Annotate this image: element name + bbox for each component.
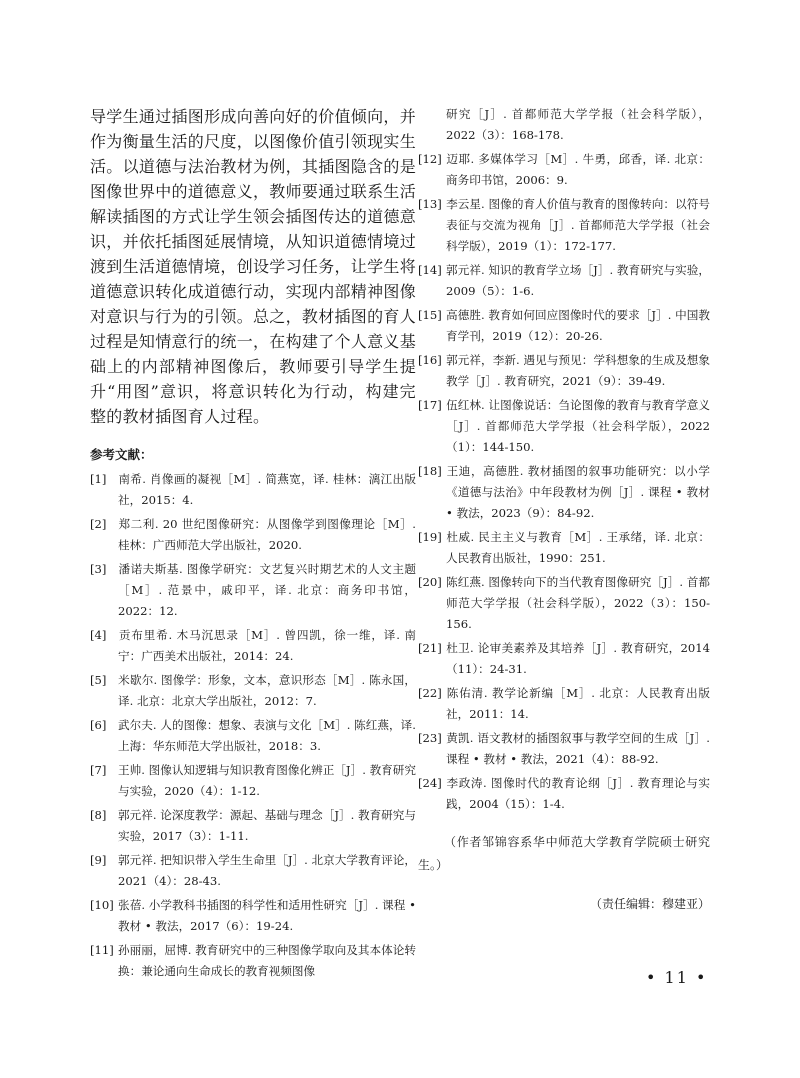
reference-text: 郑二利. 20 世纪图像研究：从图像学到图像理论［M］. 桂林：广西师范大学出版社，2020. (118, 517, 416, 552)
reference-item (418, 395, 710, 458)
reference-text: 杜卫. 论审美素养及其培养［J］. 教育研究，2014（11）：24-31. (446, 641, 710, 676)
reference-item (90, 940, 416, 982)
reference-item (418, 773, 710, 815)
page-number: • 11 • (646, 968, 708, 987)
reference-item (90, 559, 416, 622)
reference-number: [20] (418, 575, 442, 589)
reference-item (418, 260, 710, 302)
reference-item (90, 805, 416, 847)
reference-number: [8] (90, 808, 107, 822)
reference-number: [6] (90, 718, 107, 732)
reference-text: 南希. 肖像画的凝视［M］. 简燕宽，译. 桂林：漓江出版社，2015：4. (118, 472, 416, 507)
reference-text: 米歇尔. 图像学：形象，文本，意识形态［M］. 陈永国，译. 北京：北京大学出版社，2012：7. (118, 673, 416, 708)
reference-item (418, 350, 710, 392)
reference-text: 黄凯. 语文教材的插图叙事与教学空间的生成［J］. 课程 • 教材 • 教法，2021（4）：88-92. (446, 731, 710, 766)
body-paragraph: 导学生通过插图形成向善向好的价值倾向，并作为衡量生活的尺度，以图像价值引领现实生活。以道德与法治教材为例，其插图隐含的是图像世界中的道德意义，教师要通过联系生活解读插图的方式让学生领会插图传达的道德意识，并依托插图延展情境，从知识道德情境过渡到生活道德情境，创设学习任务，让学生将道德意识转化成道德行动，实现内部精神图像对意识与行为的引领。总之，教材插图的育人过程是知情意行的统一，在构建了个人意义基础上的内部精神图像后，教师要引导学生提升“用图”意识，将意识转化为行动，构建完整的教材插图育人过程。 (90, 107, 417, 426)
reference-text: 王帅. 图像认知逻辑与知识教育图像化辨正［J］. 教育研究与实验，2020（4）：1-12. (118, 763, 416, 798)
reference-text: 武尔夫. 人的图像：想象、表演与文化［M］. 陈红燕，译. 上海：华东师范大学出版社，2018：3. (118, 718, 416, 753)
reference-item (90, 760, 416, 802)
reference-item (90, 625, 416, 667)
editor-note: （责任编辑：穆建亚） (589, 897, 710, 911)
reference-text: 潘诺夫斯基. 图像学研究：文艺复兴时期艺术的人文主题［M］. 范景中，戚印平，译. 北京：商务印书馆，2022：12. (118, 562, 416, 618)
reference-number: [17] (418, 398, 442, 412)
reference-number: [9] (90, 853, 107, 867)
reference-text: 郭元祥. 论深度教学：源起、基础与理念［J］. 教育研究与实验，2017（3）：1-11. (118, 808, 416, 843)
reference-text: 高德胜. 教育如何回应图像时代的要求［J］. 中国教育学刊，2019（12）：20-26. (446, 308, 710, 343)
reference-number: [19] (418, 530, 442, 544)
reference-number: [4] (90, 628, 107, 642)
reference-number: [18] (418, 464, 442, 478)
reference-number: [10] (90, 898, 114, 912)
author-note: （作者邹锦容系华中师范大学教育学院硕士研究生。） (418, 835, 710, 872)
reference-item (90, 850, 416, 892)
reference-text: 李云星. 图像的育人价值与教育的图像转向：以符号表征与交流为视角［J］. 首都师范大学学报（社会科学版），2019（1）：172-177. (446, 197, 710, 253)
reference-item (418, 527, 710, 569)
reference-item (418, 194, 710, 257)
reference-text: 张蓓. 小学教科书插图的科学性和适用性研究［J］. 课程 • 教材 • 教法，2017（6）：19-24. (118, 898, 416, 933)
references-list-left (90, 469, 416, 982)
reference-number: [11] (90, 943, 114, 957)
reference-text: 陈红燕. 图像转向下的当代教育图像研究［J］. 首都师范大学学报（社会科学版），2022（3）：150-156. (446, 575, 710, 631)
reference-11-continuation: 研究［J］. 首都师范大学学报（社会科学版），2022（3）：168-178. (446, 107, 710, 142)
reference-number: [3] (90, 562, 107, 576)
reference-text: 郭元祥. 知识的教育学立场［J］. 教育研究与实验，2009（5）：1-6. (446, 263, 710, 298)
reference-text: 郭元祥，李新. 遇见与预见：学科想象的生成及想象教学［J］. 教育研究，2021（9）：39-49. (446, 353, 710, 388)
reference-number: [5] (90, 673, 107, 687)
reference-text: 贡布里希. 木马沉思录［M］. 曾四凯，徐一维，译. 南宁：广西美术出版社，2014：24. (118, 628, 416, 663)
reference-item (90, 670, 416, 712)
reference-number: [21] (418, 641, 442, 655)
reference-number: [13] (418, 197, 442, 211)
reference-number: [23] (418, 731, 442, 745)
reference-number: [2] (90, 517, 107, 531)
reference-text: 郭元祥. 把知识带入学生生命里［J］. 北京大学教育评论，2021（4）：28-43. (118, 853, 416, 888)
references-heading: 参考文献： (90, 447, 153, 462)
reference-item (418, 572, 710, 635)
reference-item (418, 683, 710, 725)
reference-number: [12] (418, 152, 442, 166)
reference-item (418, 728, 710, 770)
reference-number: [16] (418, 353, 442, 367)
reference-item (418, 305, 710, 347)
reference-item (418, 638, 710, 680)
reference-item (418, 461, 710, 524)
reference-number: [22] (418, 686, 442, 700)
reference-text: 孙丽丽，屈博. 教育研究中的三种图像学取向及其本体论转换：兼论通向生命成长的教育视频图像 (118, 943, 416, 978)
reference-number: [14] (418, 263, 442, 277)
reference-item (90, 895, 416, 937)
reference-text: 陈佑清. 教学论新编［M］. 北京：人民教育出版社，2011：14. (446, 686, 710, 721)
reference-item (418, 149, 710, 191)
reference-number: [7] (90, 763, 107, 777)
left-column (90, 104, 416, 985)
reference-number: [24] (418, 776, 442, 790)
reference-text: 杜威. 民主主义与教育［M］. 王承绪，译. 北京：人民教育出版社，1990：251. (446, 530, 710, 565)
reference-number: [1] (90, 472, 107, 486)
reference-item (90, 469, 416, 511)
reference-text: 李政涛. 图像时代的教育论纲［J］. 教育理论与实践，2004（15）：1-4. (446, 776, 710, 811)
references-list-right (418, 149, 710, 815)
reference-text: 伍红林. 让图像说话：刍论图像的教育与教育学意义［J］. 首都师范大学学报（社会科学版），2022（1）：144-150. (446, 398, 710, 454)
right-column (418, 104, 710, 912)
reference-item (90, 715, 416, 757)
reference-text: 迈耶. 多媒体学习［M］. 牛勇，邱香，译. 北京：商务印书馆，2006：9. (446, 152, 710, 187)
reference-item (90, 514, 416, 556)
reference-number: [15] (418, 308, 442, 322)
reference-text: 王迪，高德胜. 教材插图的叙事功能研究：以小学《道德与法治》中年段教材为例［J］. 课程 • 教材 • 教法，2023（9）：84-92. (446, 464, 710, 520)
